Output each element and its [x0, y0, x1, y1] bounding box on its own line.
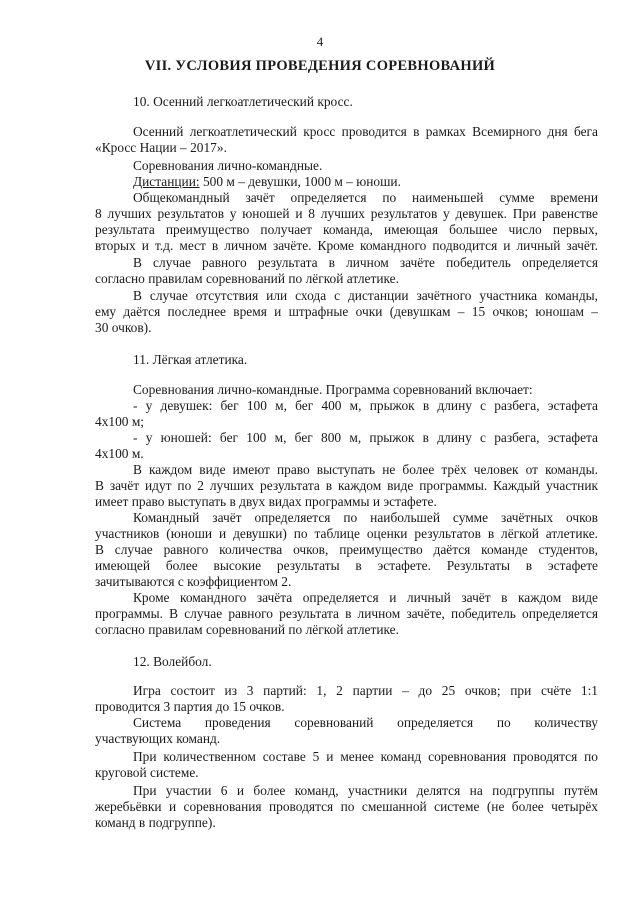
para-athletics-5-line-2: участников (юноши и девушки) по таблице оценки результатов в лёгкой атлетике.: [95, 526, 598, 541]
para-athletics-5-line-1: Командный зачёт определяется по наибольшей сумме зачётных очков: [133, 510, 598, 525]
para-cross-4-line-2: 8 лучших результатов у юношей и 8 лучших результатов у девушек. При равенстве: [95, 206, 598, 221]
para-volleyball-1-line-2: проводится 3 партия до 15 очков.: [95, 699, 285, 714]
para-volleyball-2-line-1: Система проведения соревнований определяется по количеству: [133, 715, 598, 730]
para-athletics-5-line-3: В случае равного количества очков, преимущество даётся команде студентов,: [95, 542, 598, 557]
para-athletics-6-line-3: согласно правилам соревнований по лёгкой атлетике.: [95, 622, 399, 637]
para-cross-4-line-4: вторых и т.д. мест в личном зачёте. Кроме командного подводится и личный зачёт.: [95, 238, 598, 253]
para-volleyball-3-line-2: круговой системе.: [95, 765, 199, 780]
distances-text: 500 м – девушки, 1000 м – юноши.: [199, 174, 401, 189]
para-cross-2: Соревнования лично-командные.: [133, 158, 323, 173]
para-athletics-5-line-5: зачитываются с коэффициентом 2.: [95, 574, 292, 589]
para-athletics-6-line-2: программы. В случае равного результата в личном зачёте, победитель определяется: [95, 606, 598, 621]
para-athletics-5-line-4: имеющей более высокие результаты в эстафете. Результаты в эстафете: [95, 558, 598, 573]
para-athletics-girls-line-2: 4х100 м;: [95, 414, 145, 429]
para-cross-5-line-1: В случае равного результата в личном зачёте победитель определяется: [133, 255, 598, 270]
para-athletics-4-line-2: В зачёт идут по 2 лучших результата в каждом виде программы. Каждый участник: [95, 478, 598, 493]
heading-volleyball: 12. Волейбол.: [133, 654, 212, 669]
section-title: VII. УСЛОВИЯ ПРОВЕДЕНИЯ СОРЕВНОВАНИЙ: [144, 58, 496, 74]
para-cross-1-line-2: «Кросс Нации – 2017».: [95, 140, 227, 155]
para-athletics-girls-line-1: - у девушек: бег 100 м, бег 400 м, прыжок в длину с разбега, эстафета: [133, 398, 598, 413]
page-number: 4: [316, 34, 324, 49]
para-cross-4-line-3: результата преимущество получает команда, имеющая большее число первых,: [95, 222, 598, 237]
heading-athletics: 11. Лёгкая атлетика.: [133, 352, 248, 367]
para-volleyball-1-line-1: Игра состоит из 3 партий: 1, 2 партии – до 25 очков; при счёте 1:1: [133, 683, 598, 698]
para-volleyball-4-line-2: жеребьёвки и соревнования проводятся по смешанной системе (не более четырёх: [95, 799, 598, 814]
para-cross-4-line-1: Общекомандный зачёт определяется по наименьшей сумме времени: [133, 190, 598, 205]
heading-cross: 10. Осенний легкоатлетический кросс.: [133, 94, 353, 109]
para-volleyball-2-line-2: участвующих команд.: [95, 731, 221, 746]
para-volleyball-4-line-1: При участии 6 и более команд, участники делятся на подгруппы путём: [133, 783, 598, 798]
para-volleyball-4-line-3: команд в подгруппе).: [95, 815, 216, 830]
para-athletics-6-line-1: Кроме командного зачёта определяется и личный зачёт в каждом виде: [133, 590, 598, 605]
para-cross-5-line-2: согласно правилам соревнований по лёгкой атлетике.: [95, 271, 399, 286]
para-volleyball-3-line-1: При количественном составе 5 и менее команд соревнования проводятся по: [133, 749, 598, 764]
para-cross-1-line-1: Осенний легкоатлетический кросс проводится в рамках Всемирного дня бега: [133, 124, 598, 139]
distances-label: Дистанции:: [133, 174, 200, 189]
para-athletics-1: Соревнования лично-командные. Программа соревнований включает:: [133, 382, 533, 397]
para-cross-6-line-1: В случае отсутствия или схода с дистанции зачётного участника команды,: [133, 288, 598, 303]
para-cross-6-line-3: 30 очков).: [95, 320, 152, 335]
para-cross-6-line-2: ему даётся последнее время и штрафные очки (девушкам – 15 очков; юношам –: [95, 304, 598, 319]
para-athletics-4-line-1: В каждом виде имеют право выступать не более трёх человек от команды.: [133, 462, 598, 477]
para-athletics-boys-line-1: - у юношей: бег 100 м, бег 800 м, прыжок в длину с разбега, эстафета: [133, 430, 598, 445]
para-athletics-4-line-3: имеет право выступать в двух видах программы и эстафете.: [95, 494, 437, 509]
para-cross-distances: [133, 173, 401, 190]
para-athletics-boys-line-2: 4х100 м.: [95, 446, 144, 461]
